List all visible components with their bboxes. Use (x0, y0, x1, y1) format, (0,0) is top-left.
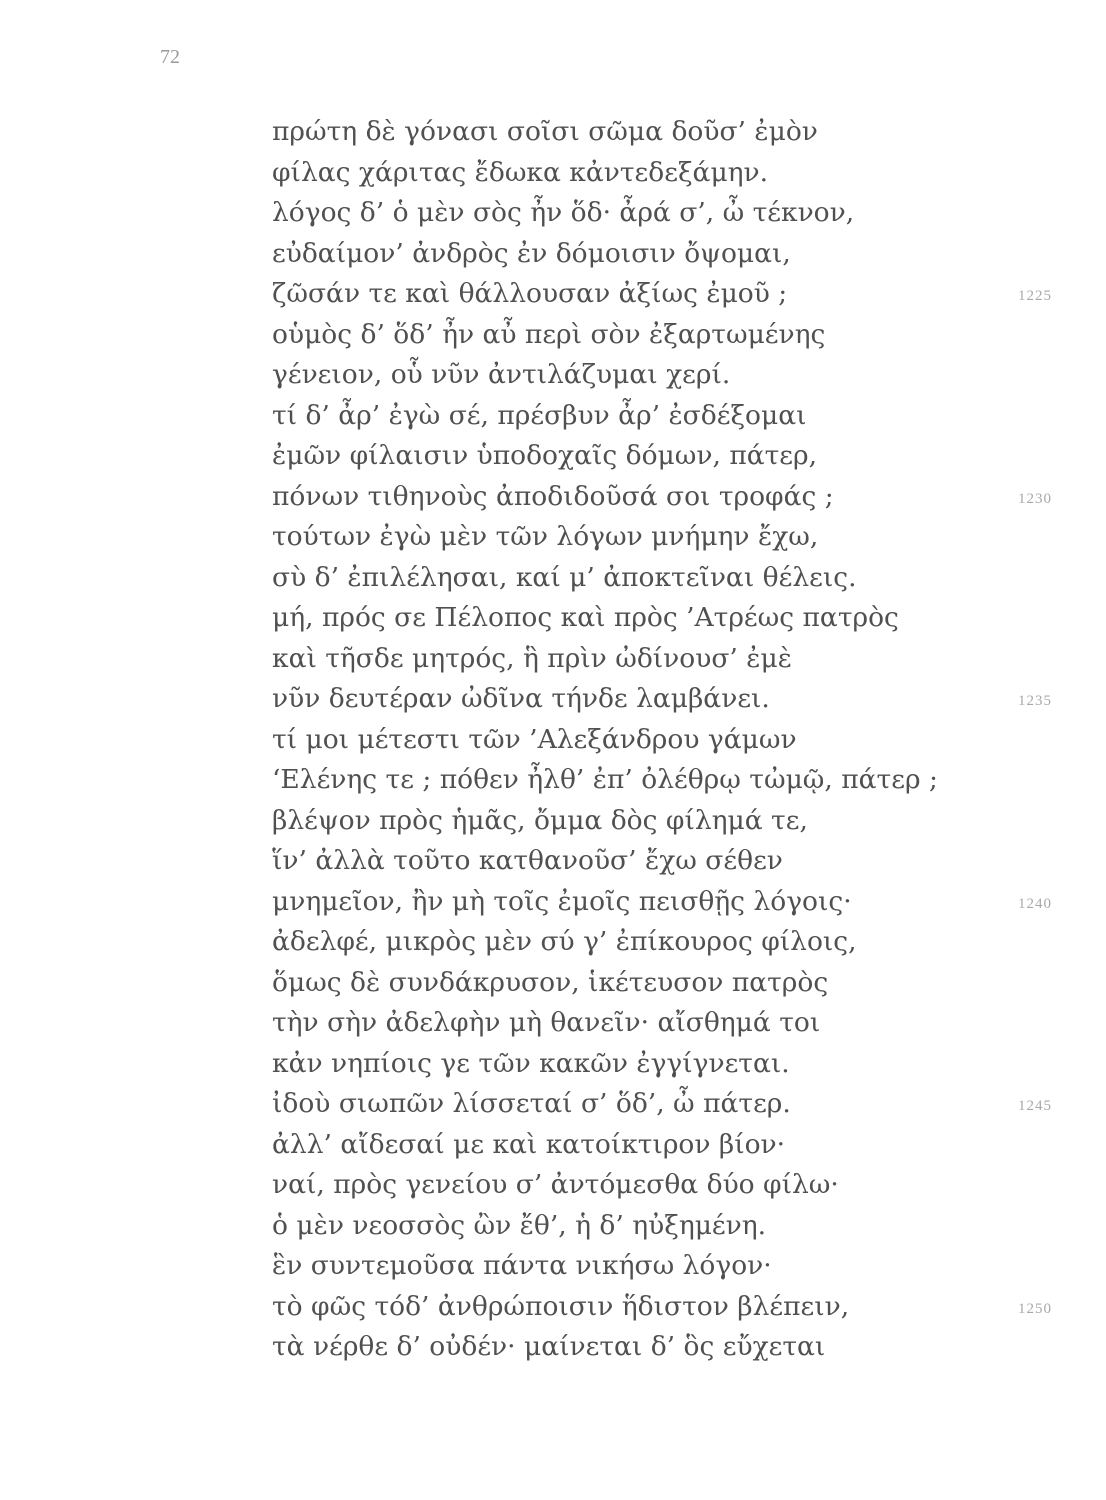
verse-line: τὰ νέρθε δ’ οὐδέν· μαίνεται δ’ ὃς εὔχεται (272, 1331, 826, 1362)
verse-line: ἵν’ ἀλλὰ τοῦτο κατθανοῦσ’ ἔχω σέθεν (272, 845, 783, 876)
line-number: 1235 (1018, 693, 1052, 709)
verse-line: γένειον, οὗ νῦν ἀντιλάζυμαι χερί. (272, 359, 731, 390)
verse-line: τὴν σὴν ἀδελφὴν μὴ θανεῖν· αἴσθημά τοι (272, 1007, 821, 1038)
line-number: 1225 (1018, 288, 1052, 304)
line-number: 1240 (1018, 895, 1052, 912)
verse-line: καὶ τῆσδε μητρός, ἣ πρὶν ὠδίνουσ’ ἐμὲ (272, 642, 792, 674)
verse-line: ὅμως δὲ συνδάκρυσον, ἱκέτευσον πατρὸς (272, 966, 829, 998)
verse-line: τί δ’ ἆρ’ ἐγὼ σέ, πρέσβυν ἆρ’ ἐσδέξομαι (272, 399, 807, 431)
verse-line: ‘Ελένης τε ; πόθεν ἦλθ’ ἐπ’ ὀλέθρῳ τὠμῷ, πάτερ ; (272, 764, 938, 795)
verse-line: πρώτη δὲ γόνασι σοῖσι σῶμα δοῦσ’ ἐμὸν (272, 116, 818, 147)
line-number: 1250 (1018, 1300, 1052, 1317)
verse-line: μνημεῖον, ἢν μὴ τοῖς ἐμοῖς πεισθῇς λόγοις· (272, 885, 852, 917)
verse-line: ὁ μὲν νεοσσὸς ὢν ἔθ’, ἡ δ’ ηὐξημένη. (272, 1209, 767, 1241)
verse-line: κἀν νηπίοις γε τῶν κακῶν ἐγγίγνεται. (272, 1047, 790, 1079)
verse-line: μή, πρός σε Πέλοπος καὶ πρὸς ’Ατρέως πατρὸς (272, 602, 899, 633)
verse-line: ἰδοὺ σιωπῶν λίσσεταί σ’ ὅδ’, ὦ πάτερ. (272, 1088, 791, 1119)
verse-line: ἀδελφέ, μικρὸς μὲν σύ γ’ ἐπίκουρος φίλοις, (272, 926, 857, 957)
verse-line: ἓν συντεμοῦσα πάντα νικήσω λόγον· (272, 1250, 772, 1281)
verse-line: τούτων ἐγὼ μὲν τῶν λόγων μνήμην ἔχω, (272, 521, 819, 552)
verse-line: οὑμὸς δ’ ὅδ’ ἦν αὖ περὶ σὸν ἐξαρτωμένης (272, 318, 826, 350)
verse-line: νῦν δευτέραν ὠδῖνα τήνδε λαμβάνει. (272, 683, 770, 714)
verse-line: ἀλλ’ αἴδεσαί με καὶ κατοίκτιρον βίον· (272, 1128, 786, 1160)
verse-line: λόγος δ’ ὁ μὲν σὸς ἦν ὅδ· ἆρά σ’, ὦ τέκνον, (272, 197, 855, 228)
verse-line: ζῶσάν τε καὶ θάλλουσαν ἀξίως ἐμοῦ ; (272, 278, 788, 309)
page-number: 72 (160, 46, 180, 68)
verse-line: ἐμῶν φίλαισιν ὑποδοχαῖς δόμων, πάτερ, (272, 440, 818, 471)
verse-line: σὺ δ’ ἐπιλέλησαι, καί μ’ ἀποκτεῖναι θέλεις. (272, 561, 857, 593)
verse-line: ναί, πρὸς γενείου σ’ ἀντόμεσθα δύο φίλω· (272, 1169, 839, 1200)
verse-line: τί μοι μέτεστι τῶν ’Αλεξάνδρου γάμων (272, 723, 797, 755)
verse-line: πόνων τιθηνοὺς ἀποδιδοῦσά σοι τροφάς ; (272, 480, 834, 512)
line-number: 1245 (1018, 1098, 1052, 1114)
verse-line: βλέψον πρὸς ἡμᾶς, ὄμμα δὸς φίλημά τε, (272, 804, 808, 836)
line-number: 1230 (1018, 490, 1052, 507)
verse-line: φίλας χάριτας ἔδωκα κἀντεδεξάμην. (272, 156, 769, 188)
verse-line: τὸ φῶς τόδ’ ἀνθρώποισιν ἥδιστον βλέπειν, (272, 1290, 850, 1322)
verse-line: εὐδαίμον’ ἀνδρὸς ἐν δόμοισιν ὄψομαι, (272, 237, 791, 269)
